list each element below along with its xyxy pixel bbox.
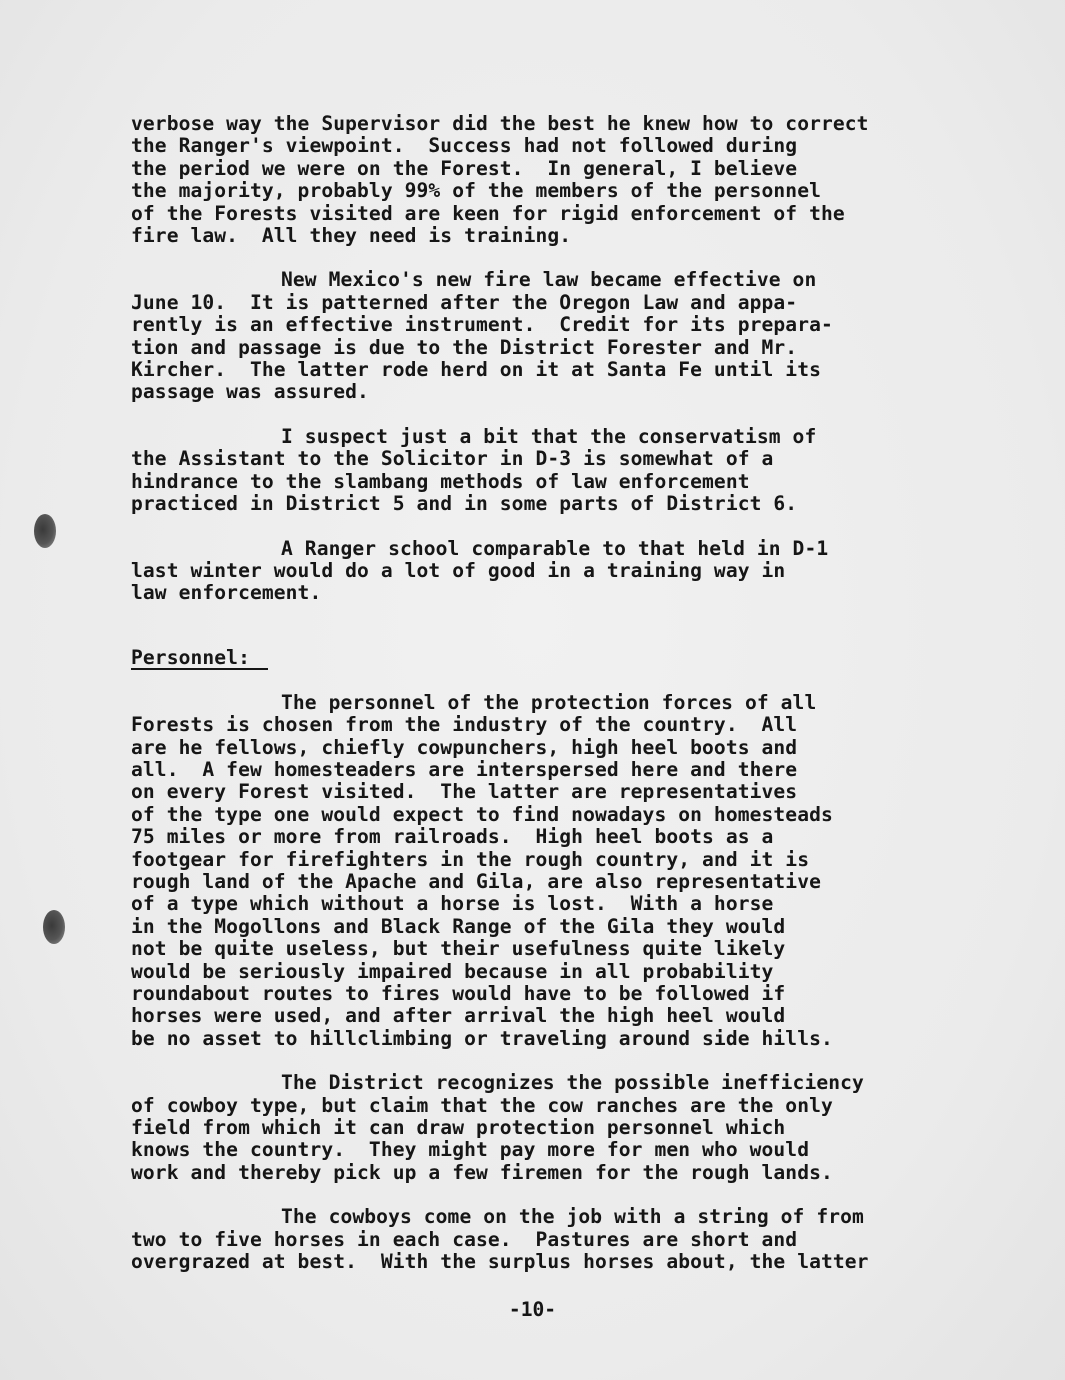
text-line: the Assistant to the Solicitor in D-3 is somewhat of a: [131, 447, 774, 471]
text-line: footgear for firefighters in the rough country, and it is: [131, 847, 810, 871]
text-line: the majority, probably 99% of the members of the personnel: [131, 179, 821, 203]
text-line: law enforcement.: [131, 581, 322, 605]
text-line: roundabout routes to fires would have to be followed if: [131, 982, 786, 1005]
section-law-enforcement: [131, 113, 991, 605]
text-line: practiced in District 5 and in some parts of District 6.: [131, 492, 798, 516]
text-line: 75 miles or more from railroads. High heel boots as a: [131, 825, 774, 849]
text-line: not be quite useless, but their usefulness quite likely: [131, 937, 786, 961]
text-line: rently is an effective instrument. Credit for its prepara-: [131, 313, 833, 337]
personnel-heading: Personnel:: [131, 648, 268, 670]
text-line: be no asset to hillclimbing or traveling around side hills.: [131, 1026, 833, 1050]
text-line: two to five horses in each case. Pastures are short and: [131, 1227, 798, 1251]
text-line: A Ranger school comparable to that held in D-1: [281, 536, 829, 560]
text-line: I suspect just a bit that the conservatism of: [281, 424, 817, 448]
page-number: -10-: [508, 1298, 557, 1321]
text-line: all. A few homesteaders are interspersed here and there: [131, 757, 798, 781]
punch-hole-lower: [43, 910, 65, 944]
paragraph: [131, 426, 991, 516]
text-line: the period we were on the Forest. In general, I believe: [131, 156, 798, 180]
text-line: hindrance to the slambang methods of law enforcement: [131, 469, 750, 493]
text-line: in the Mogollons and Black Range of the Gila they would: [131, 914, 786, 938]
text-line: fire law. All they need is training.: [131, 224, 572, 248]
text-line: The District recognizes the possible inefficiency: [281, 1071, 864, 1095]
paragraph: [131, 1206, 991, 1273]
section-heading: [131, 647, 991, 670]
text-line: horses were used, and after arrival the high heel would: [131, 1004, 786, 1028]
paragraph: [131, 113, 991, 247]
text-line: passage was assured.: [131, 380, 369, 404]
text-line: field from which it can draw protection personnel which: [131, 1116, 786, 1140]
text-line: on every Forest visited. The latter are representatives: [131, 780, 798, 804]
text-line: verbose way the Supervisor did the best he knew how to correct: [131, 112, 869, 135]
text-line: of a type which without a horse is lost. With a horse: [131, 892, 774, 916]
punch-hole-upper: [34, 514, 56, 548]
paragraph: [131, 269, 991, 403]
document-body: [131, 113, 991, 1273]
section-personnel: [131, 692, 991, 1274]
text-line: of the type one would expect to find nowadays on homesteads: [131, 802, 833, 826]
text-line: the Ranger's viewpoint. Success had not followed during: [131, 134, 798, 158]
text-line: rough land of the Apache and Gila, are also representative: [131, 869, 821, 893]
paragraph: [131, 538, 991, 605]
text-line: are he fellows, chiefly cowpunchers, high heel boots and: [131, 735, 798, 759]
text-line: New Mexico's new fire law became effective on: [281, 268, 817, 292]
text-line: tion and passage is due to the District Forester and Mr.: [131, 335, 798, 359]
text-line: Forests is chosen from the industry of the country. All: [131, 713, 798, 737]
paragraph: [131, 692, 991, 1051]
text-line: The cowboys come on the job with a string of from: [281, 1205, 864, 1229]
text-line: would be seriously impaired because in all probability: [131, 959, 774, 983]
text-line: of cowboy type, but claim that the cow ranches are the only: [131, 1093, 833, 1117]
text-line: overgrazed at best. With the surplus horses about, the latter: [131, 1250, 869, 1274]
text-line: of the Forests visited are keen for rigid enforcement of the: [131, 201, 845, 225]
text-line: work and thereby pick up a few firemen for the rough lands.: [131, 1160, 833, 1184]
text-line: The personnel of the protection forces of all: [281, 690, 817, 714]
text-line: last winter would do a lot of good in a training way in: [131, 558, 786, 582]
text-line: knows the country. They might pay more for men who would: [131, 1138, 810, 1162]
text-line: June 10. It is patterned after the Oregon Law and appa-: [131, 290, 798, 314]
text-line: Kircher. The latter rode herd on it at Santa Fe until its: [131, 358, 821, 382]
paragraph: [131, 1072, 991, 1184]
